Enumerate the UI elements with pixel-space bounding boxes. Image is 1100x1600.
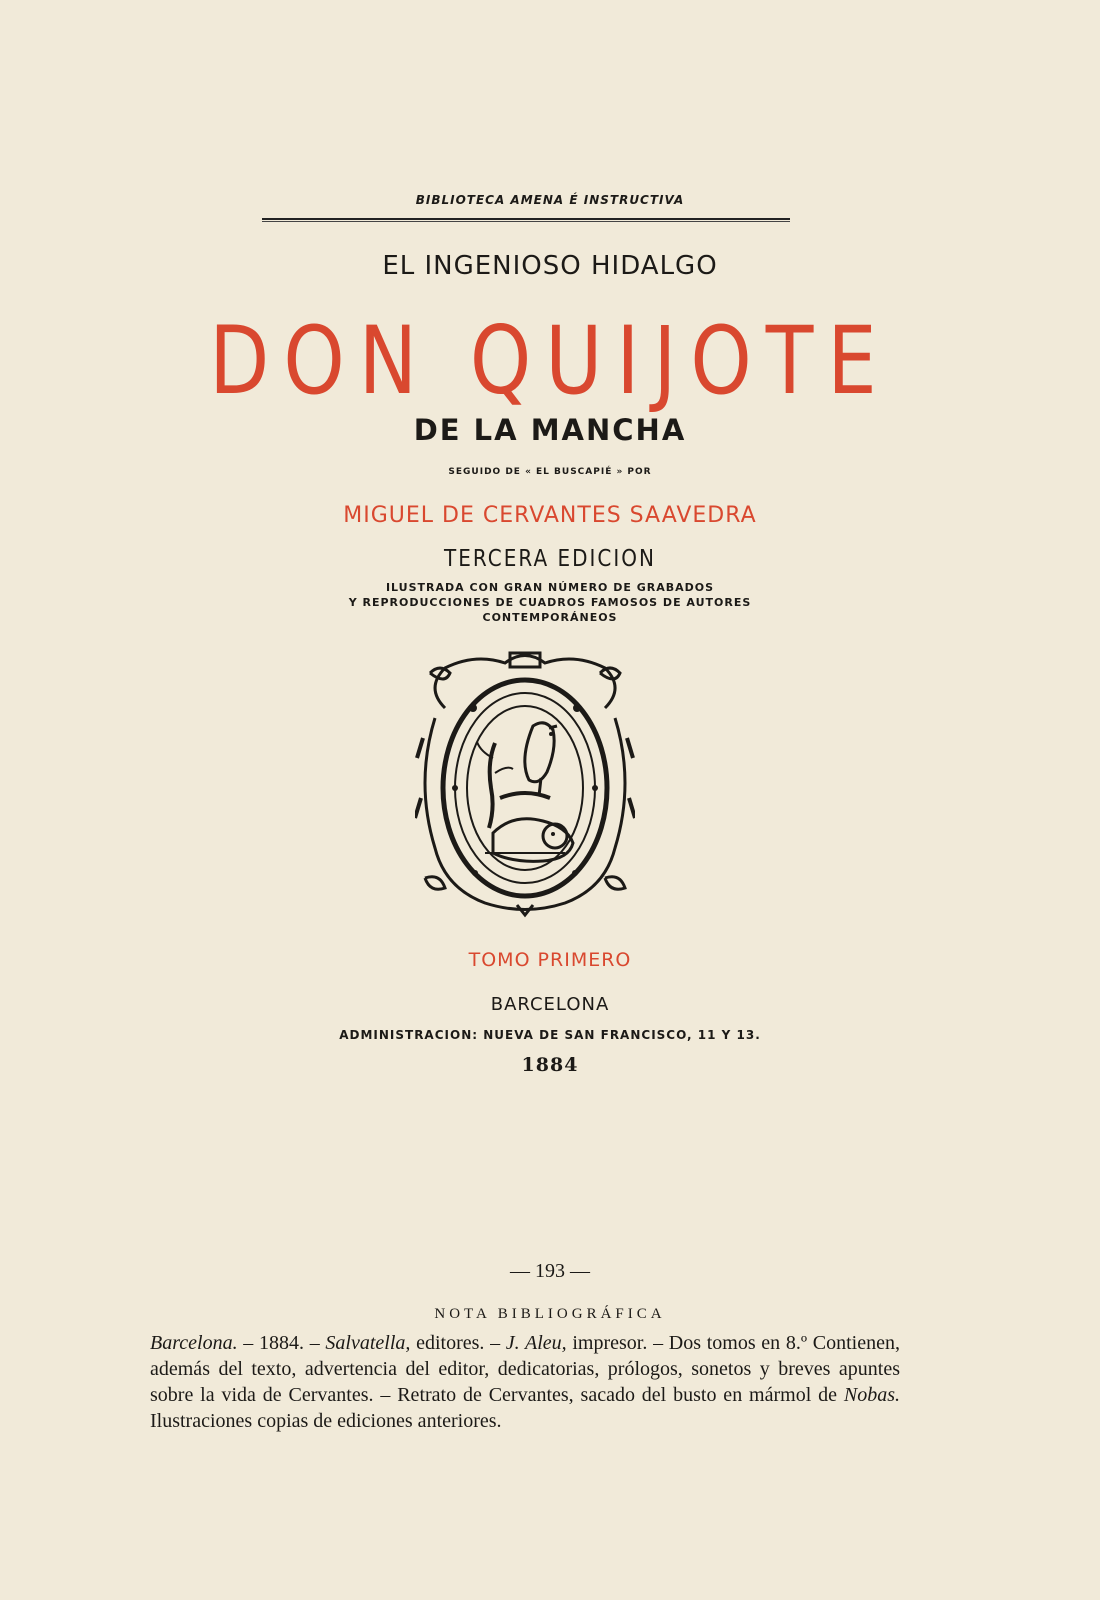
illustrations-note — [0, 580, 1100, 625]
publication-year: 1884 — [521, 1054, 579, 1076]
note-segment: – 1884. – — [237, 1332, 326, 1354]
note-segment: Salvatella, — [325, 1332, 411, 1354]
note-segment: J. Aleu, — [505, 1332, 567, 1354]
page-number: — 193 — — [510, 1260, 590, 1282]
publisher-address: ADMINISTRACION: NUEVA DE SAN FRANCISCO, 11 Y 13. — [339, 1028, 761, 1042]
bibliographic-note-heading: NOTA BIBLIOGRÁFICA — [434, 1306, 666, 1322]
volume-label: TOMO PRIMERO — [468, 949, 632, 971]
note-segment: impresor. – Dos tomos en 8.º Contienen, además del texto, advertencia del editor, dedicatorias, prólogos, sonetos y breves apuntes sobre la vida de Cervantes. – Retrato de Cervantes, sacado del busto en mármol de — [150, 1332, 900, 1406]
book-title: DON QUIJOTE — [209, 308, 891, 416]
note-segment: Nobas. — [843, 1384, 900, 1406]
printers-device-emblem-icon — [415, 648, 635, 918]
publication-city: BARCELONA — [490, 994, 610, 1015]
series-name: BIBLIOTECA AMENA É INSTRUCTIVA — [415, 193, 685, 207]
author-name: MIGUEL DE CERVANTES SAAVEDRA — [343, 503, 757, 528]
pretitle: EL INGENIOSO HIDALGO — [382, 251, 718, 281]
illustrations-line: Y REPRODUCCIONES DE CUADROS FAMOSOS DE AUTORES — [348, 596, 752, 609]
bibliographic-note — [150, 1330, 900, 1434]
note-segment: editores. – — [410, 1332, 506, 1354]
illustrations-line: ILUSTRADA CON GRAN NÚMERO DE GRABADOS — [385, 581, 715, 594]
note-segment: Ilustraciones copias de ediciones anteriores. — [150, 1410, 502, 1432]
note-segment: Barcelona. — [150, 1332, 238, 1354]
illustrations-line: CONTEMPORÁNEOS — [482, 611, 618, 624]
top-rule-thin — [262, 221, 790, 222]
followed-by-line: SEGUIDO DE « EL BUSCAPIÉ » POR — [448, 467, 652, 477]
top-rule — [262, 218, 790, 220]
book-subtitle: DE LA MANCHA — [413, 413, 687, 447]
edition-line: TERCERA EDICION — [444, 544, 656, 572]
